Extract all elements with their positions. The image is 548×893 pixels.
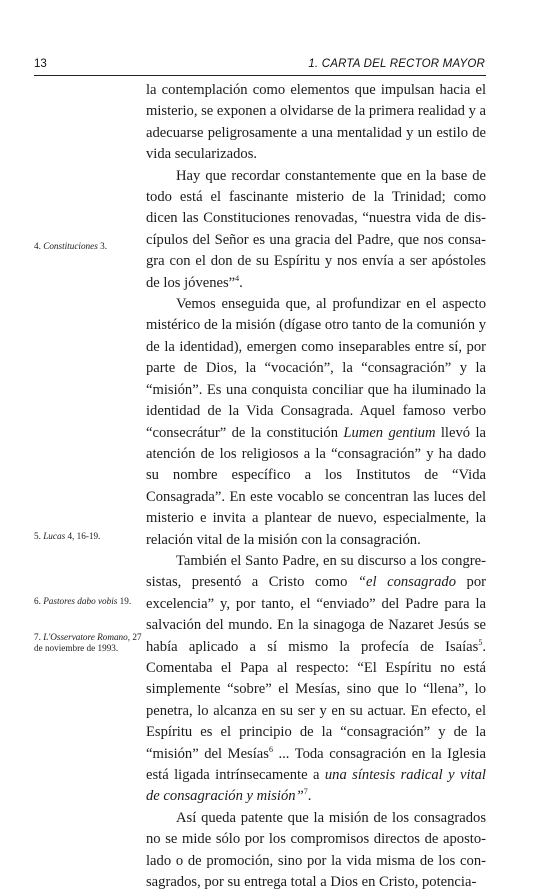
- margin-note-4: [34, 241, 142, 252]
- note-number: 4.: [34, 241, 41, 251]
- note-reference: 19.: [117, 596, 132, 606]
- paragraph: [146, 808, 486, 893]
- italic-title: Lumen gentium: [343, 424, 436, 441]
- note-source-title: Lucas: [43, 531, 66, 541]
- paragraph-text: Vemos enseguida que, al profundizar en el aspecto mistérico de la misión (dígase otro tanto de la comunión y de la identidad), emergen como inseparables entre sí, por parte de Dios, la “vocación”, la “consagración” y la “misión”. Es una conquista conciliar que ha iluminado la identidad de la Vida Consagrada. Aquel famoso verbo “consecrátur” de la constitución: [146, 296, 486, 441]
- paragraph: [146, 551, 486, 808]
- paragraph: [146, 294, 486, 551]
- italic-quote: una síntesis radical y vital de consagración y misión”: [146, 767, 486, 805]
- note-number: 7.: [34, 632, 41, 642]
- paragraph-text: Así queda patente que la misión de los consagrados no se mide sólo por los compromisos directos de apostolado o de promoción, sino por la vida misma de los consagrados, por su entrega total a Dios en Cristo, potencia-: [146, 809, 486, 891]
- margin-note-6: [34, 596, 142, 607]
- paragraph: [146, 80, 486, 166]
- note-reference: 4, 16-19.: [65, 531, 101, 541]
- margin-note-7: [34, 632, 142, 655]
- note-source-title: Constituciones: [43, 241, 98, 251]
- paragraph-text: ... Toda consagración en la Iglesia está ligada intrínsecamente a: [146, 745, 486, 783]
- note-reference: 27 de noviembre de 1993.: [34, 632, 142, 654]
- paragraph-text: Hay que recordar constantemente que en la base de todo está el fascinante misterio de la Trinidad; como dicen las Constituciones renovadas, “nuestra vida de discípulos del Señor es una gracia del Padre, que nos consagra con el don de su Espíritu y nos envía a ser apóstoles de los jóvenes”: [146, 167, 486, 291]
- note-number: 6.: [34, 596, 41, 606]
- note-source-title: L'Osservatore Romano,: [43, 632, 131, 642]
- body-text: [146, 80, 486, 893]
- note-source-title: Pastores dabo vobis: [43, 596, 118, 606]
- paragraph-text: .: [307, 788, 312, 805]
- note-number: 5.: [34, 531, 41, 541]
- page-number: 13: [34, 58, 47, 70]
- footnote-marker: 4: [235, 273, 240, 283]
- header-rule: [34, 75, 486, 76]
- paragraph-text: .: [239, 274, 243, 291]
- paragraph-text: . Comentaba el Papa al respecto: “El Espíritu no está simplemente “sobre” el Mesías, sino que lo “llena”, lo penetra, lo alcanza en su ser y en su actuar. En efecto, el Espíritu es el principio de la “consagración” y de la “misión” del Mesías: [146, 638, 486, 762]
- margin-note-5: [34, 531, 142, 542]
- running-head: 1. CARTA DEL RECTOR MAYOR: [308, 58, 485, 70]
- footnote-marker: 5: [478, 637, 483, 647]
- paragraph-text: También el Santo Padre, en su discurso a los congresistas, presentó a Cristo como: [146, 552, 486, 591]
- footnote-marker: 7: [303, 787, 308, 797]
- footnote-marker: 6: [268, 744, 273, 754]
- note-reference: 3.: [97, 241, 107, 251]
- paragraph-text: la contemplación como elementos que impulsan hacia el misterio, se exponen a olvidarse de la primera realidad y a adecuarse peligrosamente a una mentalidad y un estilo de vida secularizados.: [146, 82, 486, 163]
- paragraph-text: llevó la atención de los religiosos a la “consagración” y ha dado su nombre específico a los Institutos de “Vida Consagrada”. En este vocablo se concentran las luces del misterio e invita a plantear de nuevo, especialmente, la relación vital de la misión con la consagración.: [146, 424, 486, 548]
- italic-quote: “el consagrado: [357, 574, 457, 591]
- paragraph-text: por excelencia” y, por tanto, el “enviado” del Padre para la salvación del mundo. En la sinagoga de Nazaret Jesús se había aplicado a sí mismo la profecía de Isaías: [146, 574, 486, 655]
- paragraph: [146, 166, 486, 294]
